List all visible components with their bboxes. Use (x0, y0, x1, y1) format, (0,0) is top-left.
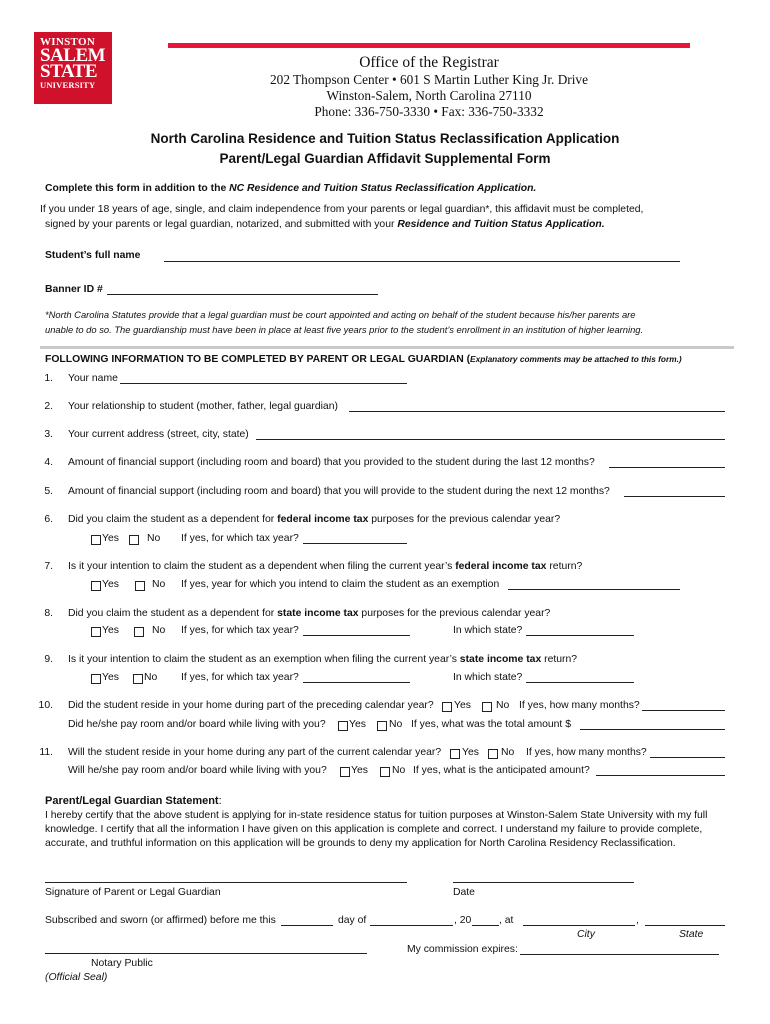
q9-state-label: In which state? (453, 672, 523, 683)
student-name-field[interactable] (164, 261, 680, 262)
q10-no-checkbox[interactable] (482, 702, 492, 712)
q5-number: 5. (44, 486, 53, 497)
q6-followup-label: If yes, for which tax year? (181, 533, 299, 544)
q3-field[interactable] (256, 439, 725, 440)
q8-yes-label: Yes (102, 625, 119, 636)
q2-number: 2. (44, 401, 53, 412)
section-heading: FOLLOWING INFORMATION TO BE COMPLETED BY PARENT OR LEGAL GUARDIAN (Explanatory comments may be attached to this form.) (45, 354, 682, 365)
q10-room-yes-label: Yes (349, 719, 366, 730)
q11-yes-label: Yes (462, 747, 479, 758)
sworn-state-field[interactable] (645, 925, 725, 926)
state-caption: State (679, 929, 704, 940)
q8-state-label: In which state? (453, 625, 523, 636)
q8-no-label: No (152, 625, 166, 636)
office-address-1: 202 Thompson Center • 601 S Martin Luther King Jr. Drive (270, 72, 588, 87)
q11-room-yes-checkbox[interactable] (340, 767, 350, 777)
banner-id-field[interactable] (107, 294, 378, 295)
q6-label: Did you claim the student as a dependent for federal income tax purposes for the previous calendar year? (68, 514, 561, 525)
form-title-line-2: Parent/Legal Guardian Affidavit Supplemental Form (219, 151, 551, 166)
date-label: Date (453, 887, 475, 898)
q5-field[interactable] (624, 496, 725, 497)
q10-room-label: Did he/she pay room and/or board while living with you? (68, 719, 326, 730)
sworn-month-field[interactable] (370, 925, 453, 926)
q1-field[interactable] (120, 383, 407, 384)
office-address-2: Winston-Salem, North Carolina 27110 (326, 88, 532, 103)
sworn-label: Subscribed and sworn (or affirmed) before me this (45, 915, 276, 926)
q11-room-no-checkbox[interactable] (380, 767, 390, 777)
seal-label: (Official Seal) (45, 972, 108, 983)
signature-label: Signature of Parent or Legal Guardian (45, 887, 221, 898)
q2-field[interactable] (349, 411, 725, 412)
q2-label: Your relationship to student (mother, father, legal guardian) (68, 401, 338, 412)
q11-months-field[interactable] (650, 757, 725, 758)
logo-line-2: SALEM (40, 45, 106, 66)
statement-line-2: knowledge. I certify that all the information I have given on this application is complete and correct. I understand my failure to provide complete, (45, 824, 703, 835)
q1-label: Your name (68, 373, 118, 384)
q8-followup-label: If yes, for which tax year? (181, 625, 299, 636)
q4-number: 4. (44, 457, 53, 468)
q10-yes-checkbox[interactable] (442, 702, 452, 712)
q9-tax-year-field[interactable] (303, 682, 410, 683)
sworn-at-label: , at (499, 915, 514, 926)
student-name-label: Student’s full name (45, 250, 141, 261)
q11-no-checkbox[interactable] (488, 749, 498, 759)
q10-amount-field[interactable] (580, 729, 725, 730)
sworn-day-field[interactable] (281, 925, 333, 926)
q8-number: 8. (44, 608, 53, 619)
q3-label: Your current address (street, city, state) (68, 429, 249, 440)
university-logo (34, 32, 112, 104)
q10-months-field[interactable] (642, 710, 725, 711)
notary-label: Notary Public (91, 958, 153, 969)
complete-instruction: Complete this form in addition to the NC Residence and Tuition Status Reclassification Application. (45, 183, 537, 194)
statement-heading: Parent/Legal Guardian Statement: (45, 795, 222, 807)
sworn-year-field[interactable] (472, 925, 499, 926)
commission-field[interactable] (520, 954, 719, 955)
q10-label: Did the student reside in your home during part of the preceding calendar year? (68, 700, 434, 711)
q10-room-yes-checkbox[interactable] (338, 721, 348, 731)
q6-no-checkbox[interactable] (129, 535, 139, 545)
q9-yes-checkbox[interactable] (91, 674, 101, 684)
q11-room-label: Will he/she pay room and/or board while living with you? (68, 765, 327, 776)
q9-label: Is it your intention to claim the student as an exemption when filing the current year’s state income tax return? (68, 654, 578, 665)
q7-number: 7. (44, 561, 53, 572)
footnote-line-1: *North Carolina Statutes provide that a legal guardian must be court appointed and acting on behalf of the student because his/her parents are (45, 309, 636, 320)
logo-line-1: WINSTON (40, 36, 96, 48)
q7-followup-label: If yes, year for which you intend to claim the student as an exemption (181, 579, 500, 590)
q6-tax-year-field[interactable] (303, 543, 407, 544)
q9-no-label: No (144, 672, 158, 683)
q10-number: 10. (38, 700, 53, 711)
q11-no-label: No (501, 747, 515, 758)
q11-number: 11. (39, 747, 53, 758)
q11-label: Will the student reside in your home during any part of the current calendar year? (68, 747, 442, 758)
q7-label: Is it your intention to claim the student as a dependent when filing the current year’s federal income tax return? (68, 561, 583, 572)
q9-state-field[interactable] (526, 682, 634, 683)
q7-no-checkbox[interactable] (135, 581, 145, 591)
q11-yes-checkbox[interactable] (450, 749, 460, 759)
office-phone: Phone: 336-750-3330 • Fax: 336-750-3332 (314, 104, 544, 119)
q9-yes-label: Yes (102, 672, 119, 683)
q9-no-checkbox[interactable] (133, 674, 143, 684)
q9-followup-label: If yes, for which tax year? (181, 672, 299, 683)
q10-months-label: If yes, how many months? (519, 700, 640, 711)
q5-label: Amount of financial support (including room and board) that you will provide to the student during the next 12 months? (68, 486, 610, 497)
q11-amount-field[interactable] (596, 775, 725, 776)
q8-label: Did you claim the student as a dependent for state income tax purposes for the previous calendar year? (68, 608, 551, 619)
q9-number: 9. (44, 654, 53, 665)
q10-room-no-checkbox[interactable] (377, 721, 387, 731)
q7-year-field[interactable] (508, 589, 680, 590)
q10-room-no-label: No (389, 719, 403, 730)
date-field[interactable] (453, 882, 634, 883)
sworn-year-label: , 20 (454, 915, 472, 926)
q8-tax-year-field[interactable] (303, 635, 410, 636)
header-rule (168, 43, 690, 48)
q6-no-label: No (147, 533, 161, 544)
q10-no-label: No (496, 700, 510, 711)
notary-signature-field[interactable] (45, 953, 367, 954)
commission-label: My commission expires: (407, 944, 518, 955)
q7-yes-label: Yes (102, 579, 119, 590)
q11-room-yes-label: Yes (351, 765, 368, 776)
statement-line-3: accurate, and truthful information on this application will be grounds to deny my application for North Carolina Residency Reclassification. (45, 838, 676, 849)
sworn-city-field[interactable] (523, 925, 635, 926)
banner-id-label: Banner ID # (45, 284, 103, 295)
intro-para-1: If you under 18 years of age, single, and claim independence from your parents or legal guardian*, this affidavit must be completed, (40, 204, 644, 215)
office-title: Office of the Registrar (359, 54, 499, 71)
q8-state-field[interactable] (526, 635, 634, 636)
signature-field[interactable] (45, 882, 407, 883)
intro-para-2: signed by your parents or legal guardian, notarized, and submitted with your Residence and Tuition Status Application. (45, 219, 605, 230)
q10-amount-label: If yes, what was the total amount $ (411, 719, 571, 730)
q6-yes-checkbox[interactable] (91, 535, 101, 545)
logo-line-4: UNIVERSITY (40, 80, 96, 90)
q8-yes-checkbox[interactable] (91, 627, 101, 637)
form-title-line-1: North Carolina Residence and Tuition Status Reclassification Application (150, 131, 620, 146)
q4-label: Amount of financial support (including room and board) that you provided to the student during the last 12 months? (68, 457, 595, 468)
q6-yes-label: Yes (102, 533, 119, 544)
q7-no-label: No (152, 579, 166, 590)
q4-field[interactable] (609, 467, 725, 468)
q10-yes-label: Yes (454, 700, 471, 711)
q1-number: 1. (44, 373, 53, 384)
q11-amount-label: If yes, what is the anticipated amount? (413, 765, 590, 776)
q11-months-label: If yes, how many months? (526, 747, 647, 758)
q7-yes-checkbox[interactable] (91, 581, 101, 591)
section-divider (40, 346, 734, 349)
q3-number: 3. (44, 429, 53, 440)
sworn-day-of-label: day of (338, 915, 367, 926)
q11-room-no-label: No (392, 765, 406, 776)
statement-line-1: I hereby certify that the above student is applying for in-state residence status for tuition purposes at Winston-Salem State University with my full (45, 810, 708, 821)
logo-line-3: STATE (40, 61, 97, 82)
footnote-line-2: unable to do so. The guardianship must have been in place at least five years prior to the student’s enrollment in an institution of higher learning. (45, 324, 644, 335)
q8-no-checkbox[interactable] (134, 627, 144, 637)
q6-number: 6. (44, 514, 53, 525)
city-caption: City (577, 929, 595, 940)
